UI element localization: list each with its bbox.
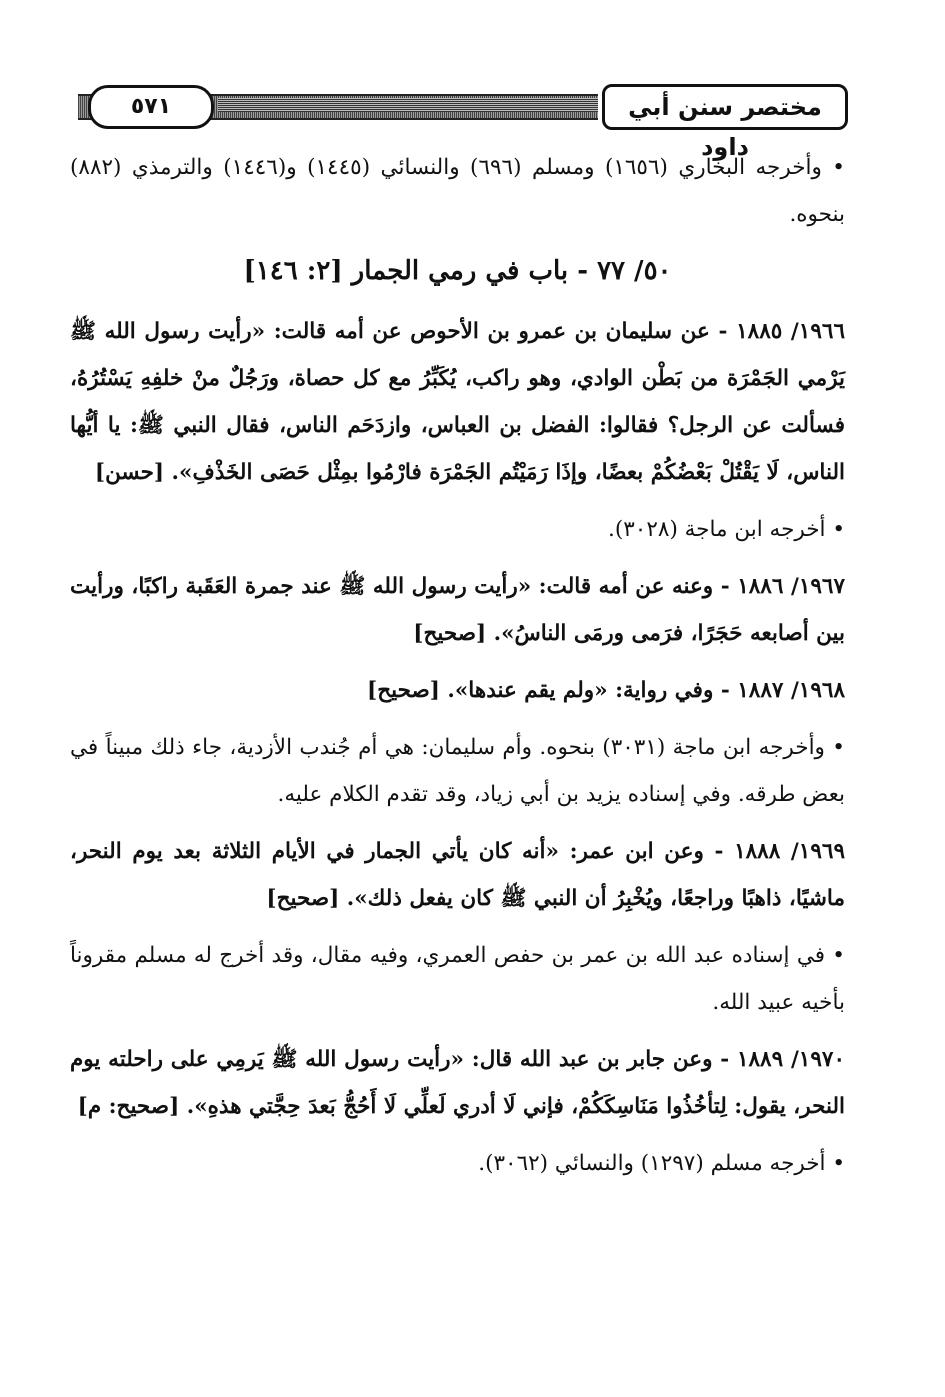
note-paragraph: • أخرجه ابن ماجة (٣٠٢٨). (608, 517, 845, 542)
hadith-paragraph: ١٩٦٨/ ١٨٨٧ - وفي رواية: «ولم يقم عندها». [صحيح] (367, 678, 845, 703)
hadith-paragraph: ١٩٦٦/ ١٨٨٥ - عن سليمان بن عمرو بن الأحوص عن أمه قالت: «رأيت رسول الله ﷺ يَرْمي الجَمْرَة من بَطْن الوادي، وهو راكب، يُكَبِّرُ مع كل حصاة، ورَجُلٌ منْ خلفِهِ يَسْتُرُهُ، فسألت عن الرجل؟ فقالوا: الفضل بن العباس، وازدَحَم الناس، فقال النبي ﷺ: يا أيُّها الناس، لَا يَقْتُلْ بَعْضُكُمْ بعضًا، وإذَا رَمَيْتُم الجَمْرَة فارْمُوا بمِثْل حَصَى الخَذْفِ». [حسن] (70, 319, 845, 485)
chapter-title: ٥٠/ ٧٧ - باب في رمي الجمار [٢: ١٤٦] (243, 256, 672, 286)
note-paragraph: • أخرجه مسلم (١٢٩٧) والنسائي (٣٠٦٢). (478, 1151, 845, 1176)
note-paragraph: • في إسناده عبد الله بن عمر بن حفص العمري، وفيه مقال، وقد أخرج له مسلم مقروناً بأخيه عبيد الله. (70, 943, 845, 1015)
page-header (68, 84, 848, 161)
page-body (70, 144, 845, 1197)
hadith-paragraph: ١٩٦٧/ ١٨٨٦ - وعنه عن أمه قالت: «رأيت رسول الله ﷺ عند جمرة العَقَبة راكبًا، ورأيت بين أصابعه حَجَرًا، فرَمى ورمَى الناسُ». [صحيح] (70, 574, 846, 646)
book-title: مختصر سنن أبي داود (602, 84, 848, 130)
note-paragraph: • وأخرجه ابن ماجة (٣٠٣١) بنحوه. وأم سليمان: هي أم جُندب الأزدية، جاء ذلك مبيناً في بعض طرقه. وفي إسناده يزيد بن أبي زياد، وقد تقدم الكلام عليه. (70, 735, 845, 807)
hadith-paragraph: ١٩٧٠/ ١٨٨٩ - وعن جابر بن عبد الله قال: «رأيت رسول الله ﷺ يَرمِي على راحلته يوم النحر، يقول: لِتأخُذُوا مَنَاسِكَكُمْ، فإني لَا أدري لَعلِّي لَا أَحُجُّ بَعدَ حِجَّتي هذهِ». [صحيح: م] (70, 1047, 845, 1119)
note-paragraph: • وأخرجه البخاري (١٦٥٦) ومسلم (٦٩٦) والنسائي (١٤٤٥) و(١٤٤٦) والترمذي (٨٨٢) بنحوه. (70, 155, 845, 227)
page-number: ٥٧١ (88, 85, 214, 129)
header-decorative-hatching (218, 98, 598, 112)
hadith-paragraph: ١٩٦٩/ ١٨٨٨ - وعن ابن عمر: «أنه كان يأتي الجمار في الأيام الثلاثة بعد يوم النحر، ماشيًا، ذاهبًا وراجعًا، ويُخْبِرُ أن النبي ﷺ كان يفعل ذلك». [صحيح] (70, 839, 845, 911)
